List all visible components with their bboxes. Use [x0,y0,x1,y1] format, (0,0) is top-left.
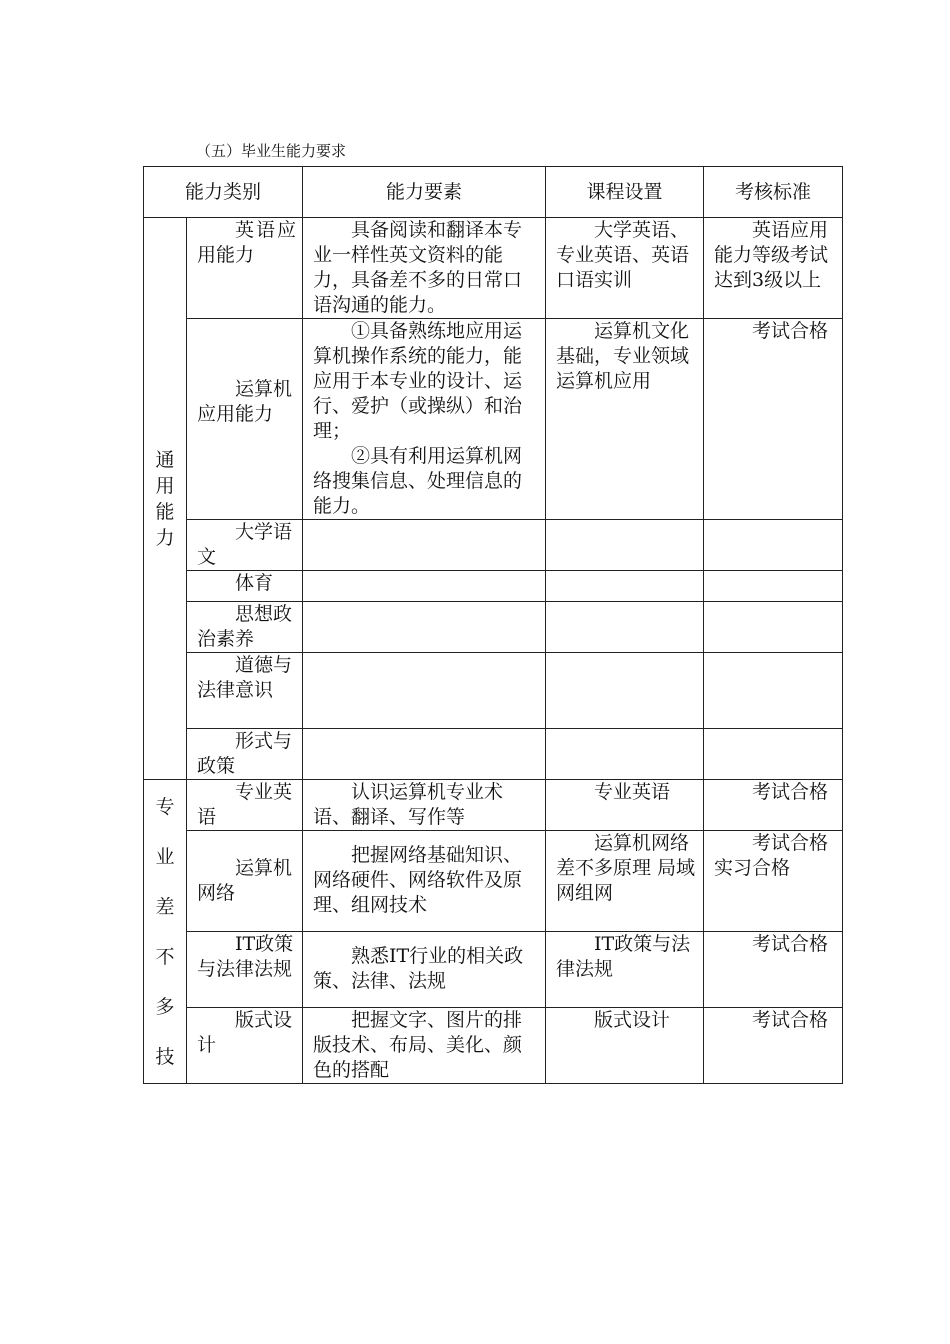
ability-elements [303,602,546,653]
table-row [144,520,843,571]
section-title: （五）毕业生能力要求 [196,142,347,160]
header-courses: 课程设置 [546,167,704,218]
course-setting: 版式设计 [546,1008,704,1084]
ability-elements [303,653,546,729]
assessment-standard: 英语应用能力等级考试达到3级以上 [704,218,843,319]
header-elements: 能力要素 [303,167,546,218]
ability-elements: ①具备熟练地应用运算机操作系统的能力，能应用于本专业的设计、运行、爱护（或操纵）和治理； ②具有利用运算机网络搜集信息、处理信息的能力。 [303,319,546,520]
ability-elements: 把握网络基础知识、网络硬件、网络软件及原理、组网技术 [303,831,546,932]
course-setting: IT政策与法律法规 [546,932,704,1008]
group-label-professional: 专 业 差 不 多 技 [144,780,187,1084]
ability-item: 形式与政策 [187,729,303,780]
course-setting: 专业英语 [546,780,704,831]
ability-item: 专业英语 [187,780,303,831]
ability-elements: 熟悉IT行业的相关政策、法律、法规 [303,932,546,1008]
table-row [144,319,843,520]
assessment-standard [704,653,843,729]
course-setting [546,571,704,602]
group-label-general: 通 用 能 力 [144,218,187,780]
assessment-standard [704,571,843,602]
assessment-standard: 考试合格 [704,932,843,1008]
ability-requirements-table [143,166,843,1084]
table-row [144,831,843,932]
ability-item: 版式设计 [187,1008,303,1084]
ability-item: 运算机应用能力 [187,319,303,520]
assessment-standard [704,520,843,571]
ability-item: IT政策与法律法规 [187,932,303,1008]
ability-item: 英语应用能力 [187,218,303,319]
course-setting [546,602,704,653]
table-row [144,602,843,653]
ability-item: 运算机网络 [187,831,303,932]
assessment-standard [704,729,843,780]
ability-item: 体育 [187,571,303,602]
table-row [144,1008,843,1084]
table-row [144,729,843,780]
table-row [144,218,843,319]
assessment-standard: 考试合格 实习合格 [704,831,843,932]
assessment-standard [704,602,843,653]
header-standard: 考核标准 [704,167,843,218]
assessment-standard: 考试合格 [704,319,843,520]
course-setting: 大学英语、专业英语、英语口语实训 [546,218,704,319]
ability-elements [303,729,546,780]
ability-elements [303,571,546,602]
ability-elements: 把握文字、图片的排版技术、布局、美化、颜色的搭配 [303,1008,546,1084]
ability-elements [303,520,546,571]
ability-elements: 认识运算机专业术语、翻译、写作等 [303,780,546,831]
course-setting: 运算机网络差不多原理 局域网组网 [546,831,704,932]
ability-item: 道德与法律意识 [187,653,303,729]
table-row [144,780,843,831]
table-row [144,571,843,602]
assessment-standard: 考试合格 [704,1008,843,1084]
table-header-row [144,167,843,218]
ability-elements: 具备阅读和翻译本专业一样性英文资料的能力，具备差不多的日常口语沟通的能力。 [303,218,546,319]
course-setting [546,729,704,780]
ability-item: 大学语文 [187,520,303,571]
ability-item: 思想政治素养 [187,602,303,653]
table-row [144,932,843,1008]
course-setting [546,653,704,729]
course-setting [546,520,704,571]
assessment-standard: 考试合格 [704,780,843,831]
header-category: 能力类别 [144,167,303,218]
course-setting: 运算机文化基础，专业领域运算机应用 [546,319,704,520]
table-row [144,653,843,729]
